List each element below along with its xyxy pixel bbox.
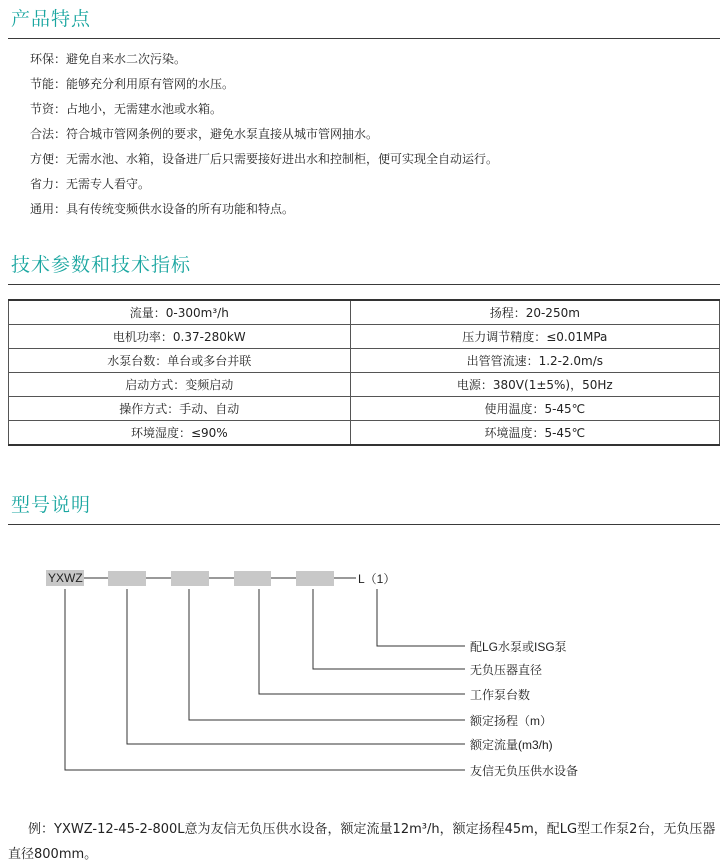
code-box-flow xyxy=(108,571,146,586)
section-divider xyxy=(8,524,720,525)
table-cell: 环境温度：5-45℃ xyxy=(350,421,719,446)
code-box-pump-count xyxy=(234,571,271,586)
feature-item: 节能：能够充分利用原有管网的水压。 xyxy=(30,77,235,91)
code-label-flow: 额定流量(m3/h) xyxy=(470,738,553,752)
feature-item: 通用：具有传统变频供水设备的所有功能和特点。 xyxy=(30,202,295,216)
feature-item: 环保：避免自来水二次污染。 xyxy=(30,52,187,66)
feature-item: 省力：无需专人看守。 xyxy=(30,177,151,191)
code-prefix: YXWZ xyxy=(48,571,83,585)
code-box-diameter xyxy=(296,571,334,586)
example-text: 例：YXWZ-12-45-2-800L意为友信无负压供水设备，额定流量12m³/h，额定扬程45m，配LG型工作泵2台，无负压器直径800mm。 xyxy=(8,822,716,862)
table-cell: 电源：380V(1±5%)，50Hz xyxy=(350,373,719,397)
table-cell: 电机功率：0.37-280kW xyxy=(9,325,351,349)
table-row xyxy=(9,325,720,349)
table-row xyxy=(9,349,720,373)
model-code-diagram xyxy=(0,555,728,795)
section-divider xyxy=(8,38,720,39)
section-divider xyxy=(8,284,720,285)
table-row xyxy=(9,300,720,325)
table-cell: 操作方式：手动、自动 xyxy=(9,397,351,421)
section-title-model: 型号说明 xyxy=(11,494,92,516)
code-label-series: 友信无负压供水设备 xyxy=(470,764,579,778)
feature-item: 节资：占地小，无需建水池或水箱。 xyxy=(30,102,223,116)
table-cell: 水泵台数：单台或多台并联 xyxy=(9,349,351,373)
table-cell: 启动方式：变频启动 xyxy=(9,373,351,397)
feature-item: 方便：无需水池、水箱，设备进厂后只需要接好进出水和控制柜，便可实现全自动运行。 xyxy=(30,152,499,166)
table-row xyxy=(9,421,720,446)
section-title-params: 技术参数和技术指标 xyxy=(11,254,192,276)
table-cell: 环境湿度：≤90% xyxy=(9,421,351,446)
leader-lines xyxy=(65,589,465,770)
code-suffix: L（1） xyxy=(358,572,396,586)
table-row xyxy=(9,397,720,421)
table-cell: 出管管流速：1.2-2.0m/s xyxy=(350,349,719,373)
table-cell: 使用温度：5-45℃ xyxy=(350,397,719,421)
table-cell: 流量：0-300m³/h xyxy=(9,300,351,325)
model-example xyxy=(8,817,720,867)
code-label-pump-type: 配LG水泵或ISG泵 xyxy=(470,640,567,654)
code-box-head xyxy=(171,571,209,586)
table-row xyxy=(9,373,720,397)
table-cell: 扬程：20-250m xyxy=(350,300,719,325)
section-title-features: 产品特点 xyxy=(11,8,92,30)
code-label-head: 额定扬程（m） xyxy=(470,714,552,728)
feature-item: 合法：符合城市管网条例的要求，避免水泵直接从城市管网抽水。 xyxy=(30,127,379,141)
code-label-diameter: 无负压器直径 xyxy=(470,663,543,677)
params-table xyxy=(8,299,720,446)
code-label-pump-count: 工作泵台数 xyxy=(470,688,531,702)
table-cell: 压力调节精度：≤0.01MPa xyxy=(350,325,719,349)
